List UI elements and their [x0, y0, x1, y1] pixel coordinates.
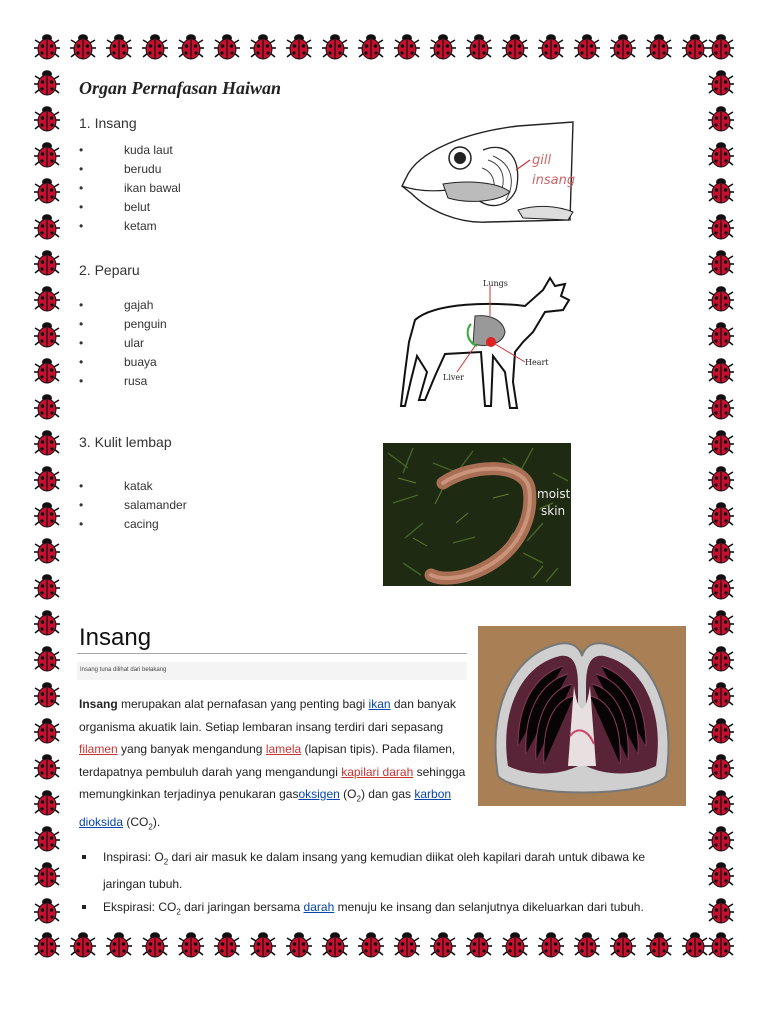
ladybug-icon	[394, 34, 420, 59]
ladybug-icon	[708, 178, 734, 203]
ladybug-icon	[322, 34, 348, 59]
text: Inspirasi: O	[103, 850, 164, 864]
ladybug-icon	[538, 34, 564, 59]
link-karbon-dioksida[interactable]: karbon dioksida	[79, 787, 452, 829]
link-kapilari-darah[interactable]: kapilari darah	[341, 764, 414, 779]
ladybug-icon	[708, 466, 734, 491]
insang-label: insang	[532, 173, 576, 188]
ladybug-icon	[708, 70, 734, 95]
ladybug-icon	[708, 34, 734, 59]
ladybug-icon	[34, 142, 60, 167]
ladybug-icon	[178, 34, 204, 59]
ladybug-icon	[34, 862, 60, 887]
ladybug-icon	[142, 932, 168, 957]
ladybug-icon	[574, 932, 600, 957]
ladybug-icon	[34, 574, 60, 599]
ladybug-icon	[34, 718, 60, 743]
ladybug-icon	[322, 932, 348, 957]
list-item: • belut	[79, 198, 181, 217]
ladybug-icon	[708, 502, 734, 527]
ladybug-icon	[358, 34, 384, 59]
link-ikan[interactable]: ikan	[368, 697, 391, 711]
ladybug-icon	[214, 932, 240, 957]
list-item: • gajah	[79, 296, 167, 315]
subscript: 2	[356, 794, 361, 804]
ladybug-icon	[708, 610, 734, 635]
list-item: • berudu	[79, 160, 181, 179]
list-item-inspirasi	[79, 846, 691, 896]
list-item: • ikan bawal	[79, 179, 181, 198]
ladybug-icon	[34, 70, 60, 95]
text: (O	[339, 787, 357, 801]
ladybug-icon	[708, 214, 734, 239]
ladybug-icon	[708, 862, 734, 887]
ladybug-icon	[70, 932, 96, 957]
lungs-label: Lungs	[483, 279, 508, 288]
ladybug-icon	[708, 250, 734, 275]
ladybug-icon	[34, 286, 60, 311]
ladybug-icon	[708, 754, 734, 779]
ladybug-icon	[538, 932, 564, 957]
ladybug-icon	[34, 358, 60, 383]
ladybug-icon	[708, 646, 734, 671]
ladybug-icon	[34, 502, 60, 527]
ladybug-icon	[682, 932, 708, 957]
ladybug-icon	[34, 754, 60, 779]
list-item: • rusa	[79, 372, 167, 391]
ladybug-icon	[34, 178, 60, 203]
list-item: • ular	[79, 334, 167, 353]
tuna-gill-photo	[478, 626, 686, 806]
ladybug-icon	[708, 142, 734, 167]
ladybug-icon	[34, 682, 60, 707]
ladybug-icon	[708, 826, 734, 851]
ladybug-icon	[34, 826, 60, 851]
text: Ekspirasi: CO	[103, 900, 177, 915]
ladybug-icon	[34, 106, 60, 131]
article-paragraph	[79, 693, 469, 839]
ladybug-icon	[708, 322, 734, 347]
ladybug-icon	[708, 286, 734, 311]
list-item: • penguin	[79, 315, 167, 334]
text: dari jaringan bersama	[180, 900, 304, 915]
deer-lungs-figure	[395, 272, 575, 412]
text: menuju ke insang dan selanjutnya dikeluarkan dari tubuh.	[334, 900, 644, 915]
ladybug-icon	[106, 34, 132, 59]
ladybug-icon	[466, 34, 492, 59]
ladybug-icon	[646, 34, 672, 59]
ladybug-icon	[34, 898, 60, 923]
list-item: • salamander	[79, 496, 187, 515]
ladybug-icon	[466, 932, 492, 957]
list-item: • kuda laut	[79, 141, 181, 160]
image-caption: Insang tuna dilihat dari belakang	[80, 667, 167, 673]
fish-gill-figure	[398, 120, 578, 230]
ladybug-icon	[34, 394, 60, 419]
ladybug-icon	[178, 932, 204, 957]
list-peparu	[79, 296, 167, 391]
section-heading-insang: 1. Insang	[79, 115, 137, 131]
liver-label: Liver	[443, 373, 464, 382]
moist-label: moist	[537, 487, 571, 501]
list-item: • buaya	[79, 353, 167, 372]
ladybug-icon	[34, 932, 60, 957]
link-lamela[interactable]: lamela	[265, 742, 302, 756]
ladybug-icon	[286, 34, 312, 59]
article-heading: Insang	[79, 624, 152, 651]
ladybug-icon	[70, 34, 96, 59]
subscript: 2	[148, 822, 153, 832]
list-item-ekspirasi	[79, 896, 691, 923]
ladybug-icon	[34, 646, 60, 671]
list-item: • ketam	[79, 217, 181, 236]
ladybug-icon	[34, 250, 60, 275]
list-kulit	[79, 477, 187, 534]
text: sehingga memungkinkan terjadinya penukaran gas	[79, 764, 466, 801]
process-list	[79, 846, 691, 924]
link-darah[interactable]: darah	[303, 900, 335, 915]
text: yang banyak mengandung	[117, 742, 266, 756]
ladybug-icon	[106, 932, 132, 957]
gill-label: gill	[532, 153, 552, 168]
text: ) dan gas	[360, 787, 415, 801]
ladybug-icon	[34, 790, 60, 815]
ladybug-icon	[682, 34, 708, 59]
list-item: • cacing	[79, 515, 187, 534]
ladybug-icon	[708, 358, 734, 383]
text: ).	[152, 814, 161, 829]
text: (CO	[123, 814, 149, 829]
ladybug-icon	[214, 34, 240, 59]
ladybug-icon	[394, 932, 420, 957]
heart-label: Heart	[525, 358, 549, 367]
link-filamen[interactable]: filamen	[79, 742, 118, 756]
ladybug-icon	[34, 322, 60, 347]
term-insang: Insang	[79, 697, 118, 711]
page-title: Organ Pernafasan Haiwan	[79, 78, 282, 98]
ladybug-icon	[286, 932, 312, 957]
ladybug-icon	[708, 394, 734, 419]
ladybug-icon	[708, 790, 734, 815]
text: merupakan alat pernafasan yang penting bagi	[117, 697, 369, 711]
ladybug-icon	[574, 34, 600, 59]
ladybug-icon	[34, 610, 60, 635]
ladybug-icon	[708, 574, 734, 599]
ladybug-icon	[250, 932, 276, 957]
subscript: 2	[163, 857, 169, 867]
list-item: • katak	[79, 477, 187, 496]
section-heading-peparu: 2. Peparu	[79, 262, 140, 278]
ladybug-icon	[34, 466, 60, 491]
section-heading-kulit: 3. Kulit lembap	[79, 434, 172, 450]
list-insang	[79, 141, 181, 236]
ladybug-icon	[708, 106, 734, 131]
heading-divider	[77, 653, 467, 654]
subscript: 2	[176, 907, 181, 917]
ladybug-icon	[610, 932, 636, 957]
worm-photo	[383, 443, 571, 586]
ladybug-icon	[358, 932, 384, 957]
link-oksigen[interactable]: oksigen	[298, 787, 340, 801]
ladybug-icon	[708, 898, 734, 923]
ladybug-icon	[142, 34, 168, 59]
text: dan banyak organisma akuatik lain. Setiap lembaran insang terdiri dari sepasang	[79, 697, 456, 734]
ladybug-icon	[430, 932, 456, 957]
ladybug-icon	[34, 34, 60, 59]
text: (lapisan tipis). Pada filamen, terdapatnya pembuluh darah yang mengandungi	[79, 742, 456, 779]
ladybug-icon	[430, 34, 456, 59]
skin-label: skin	[541, 504, 566, 518]
ladybug-icon	[34, 430, 60, 455]
ladybug-icon	[250, 34, 276, 59]
ladybug-icon	[34, 538, 60, 563]
ladybug-icon	[708, 718, 734, 743]
ladybug-icon	[708, 932, 734, 957]
ladybug-icon	[502, 34, 528, 59]
ladybug-icon	[502, 932, 528, 957]
ladybug-icon	[646, 932, 672, 957]
ladybug-icon	[610, 34, 636, 59]
ladybug-icon	[708, 430, 734, 455]
text: dari air masuk ke dalam insang yang kemudian diikat oleh kapilari darah untuk dibawa ke jaringan tubuh.	[103, 850, 646, 892]
ladybug-icon	[708, 538, 734, 563]
ladybug-icon	[34, 214, 60, 239]
ladybug-icon	[708, 682, 734, 707]
